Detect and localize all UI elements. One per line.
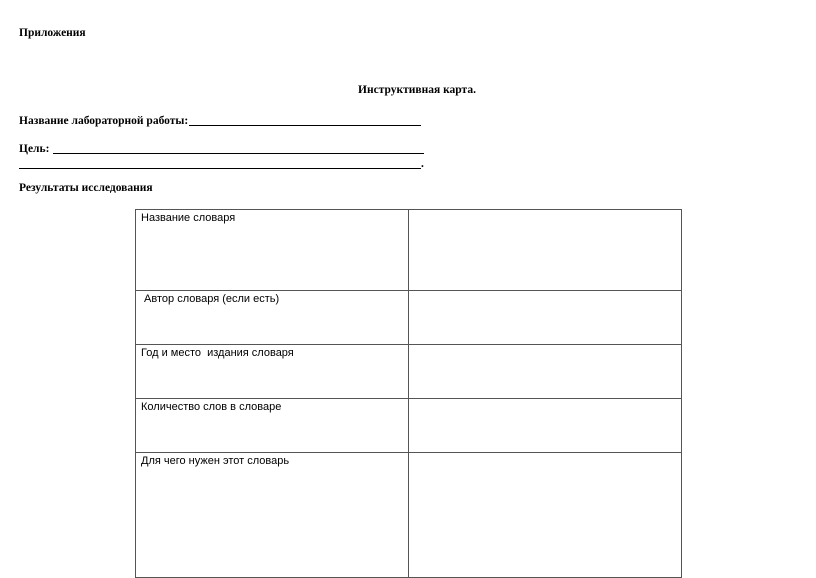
results-table bbox=[135, 209, 682, 578]
row-label: Количество слов в словаре bbox=[136, 399, 409, 453]
table-row bbox=[136, 345, 682, 399]
goal-end-mark: . bbox=[421, 158, 424, 170]
goal-field bbox=[19, 141, 424, 155]
table-row bbox=[136, 210, 682, 291]
goal-blank-line bbox=[53, 141, 424, 154]
table-row bbox=[136, 399, 682, 453]
row-value-cell bbox=[409, 453, 682, 578]
row-value-cell bbox=[409, 399, 682, 453]
table-row bbox=[136, 291, 682, 345]
lab-name-blank-line bbox=[189, 113, 421, 126]
card-title: Инструктивная карта. bbox=[358, 84, 476, 96]
row-value-cell bbox=[409, 210, 682, 291]
row-label: Название словаря bbox=[136, 210, 409, 291]
lab-name-label: Название лабораторной работы: bbox=[19, 115, 189, 127]
row-label: Автор словаря (если есть) bbox=[136, 291, 409, 345]
goal-field-continuation bbox=[19, 154, 424, 172]
results-heading: Результаты исследования bbox=[19, 182, 153, 194]
table-row bbox=[136, 453, 682, 578]
row-label: Год и место издания словаря bbox=[136, 345, 409, 399]
row-value-cell bbox=[409, 291, 682, 345]
lab-name-field bbox=[19, 113, 421, 127]
appendix-title: Приложения bbox=[19, 27, 86, 39]
row-label: Для чего нужен этот словарь bbox=[136, 453, 409, 578]
row-value-cell bbox=[409, 345, 682, 399]
goal-label: Цель: bbox=[19, 143, 50, 155]
goal-blank-line-2 bbox=[19, 156, 421, 169]
